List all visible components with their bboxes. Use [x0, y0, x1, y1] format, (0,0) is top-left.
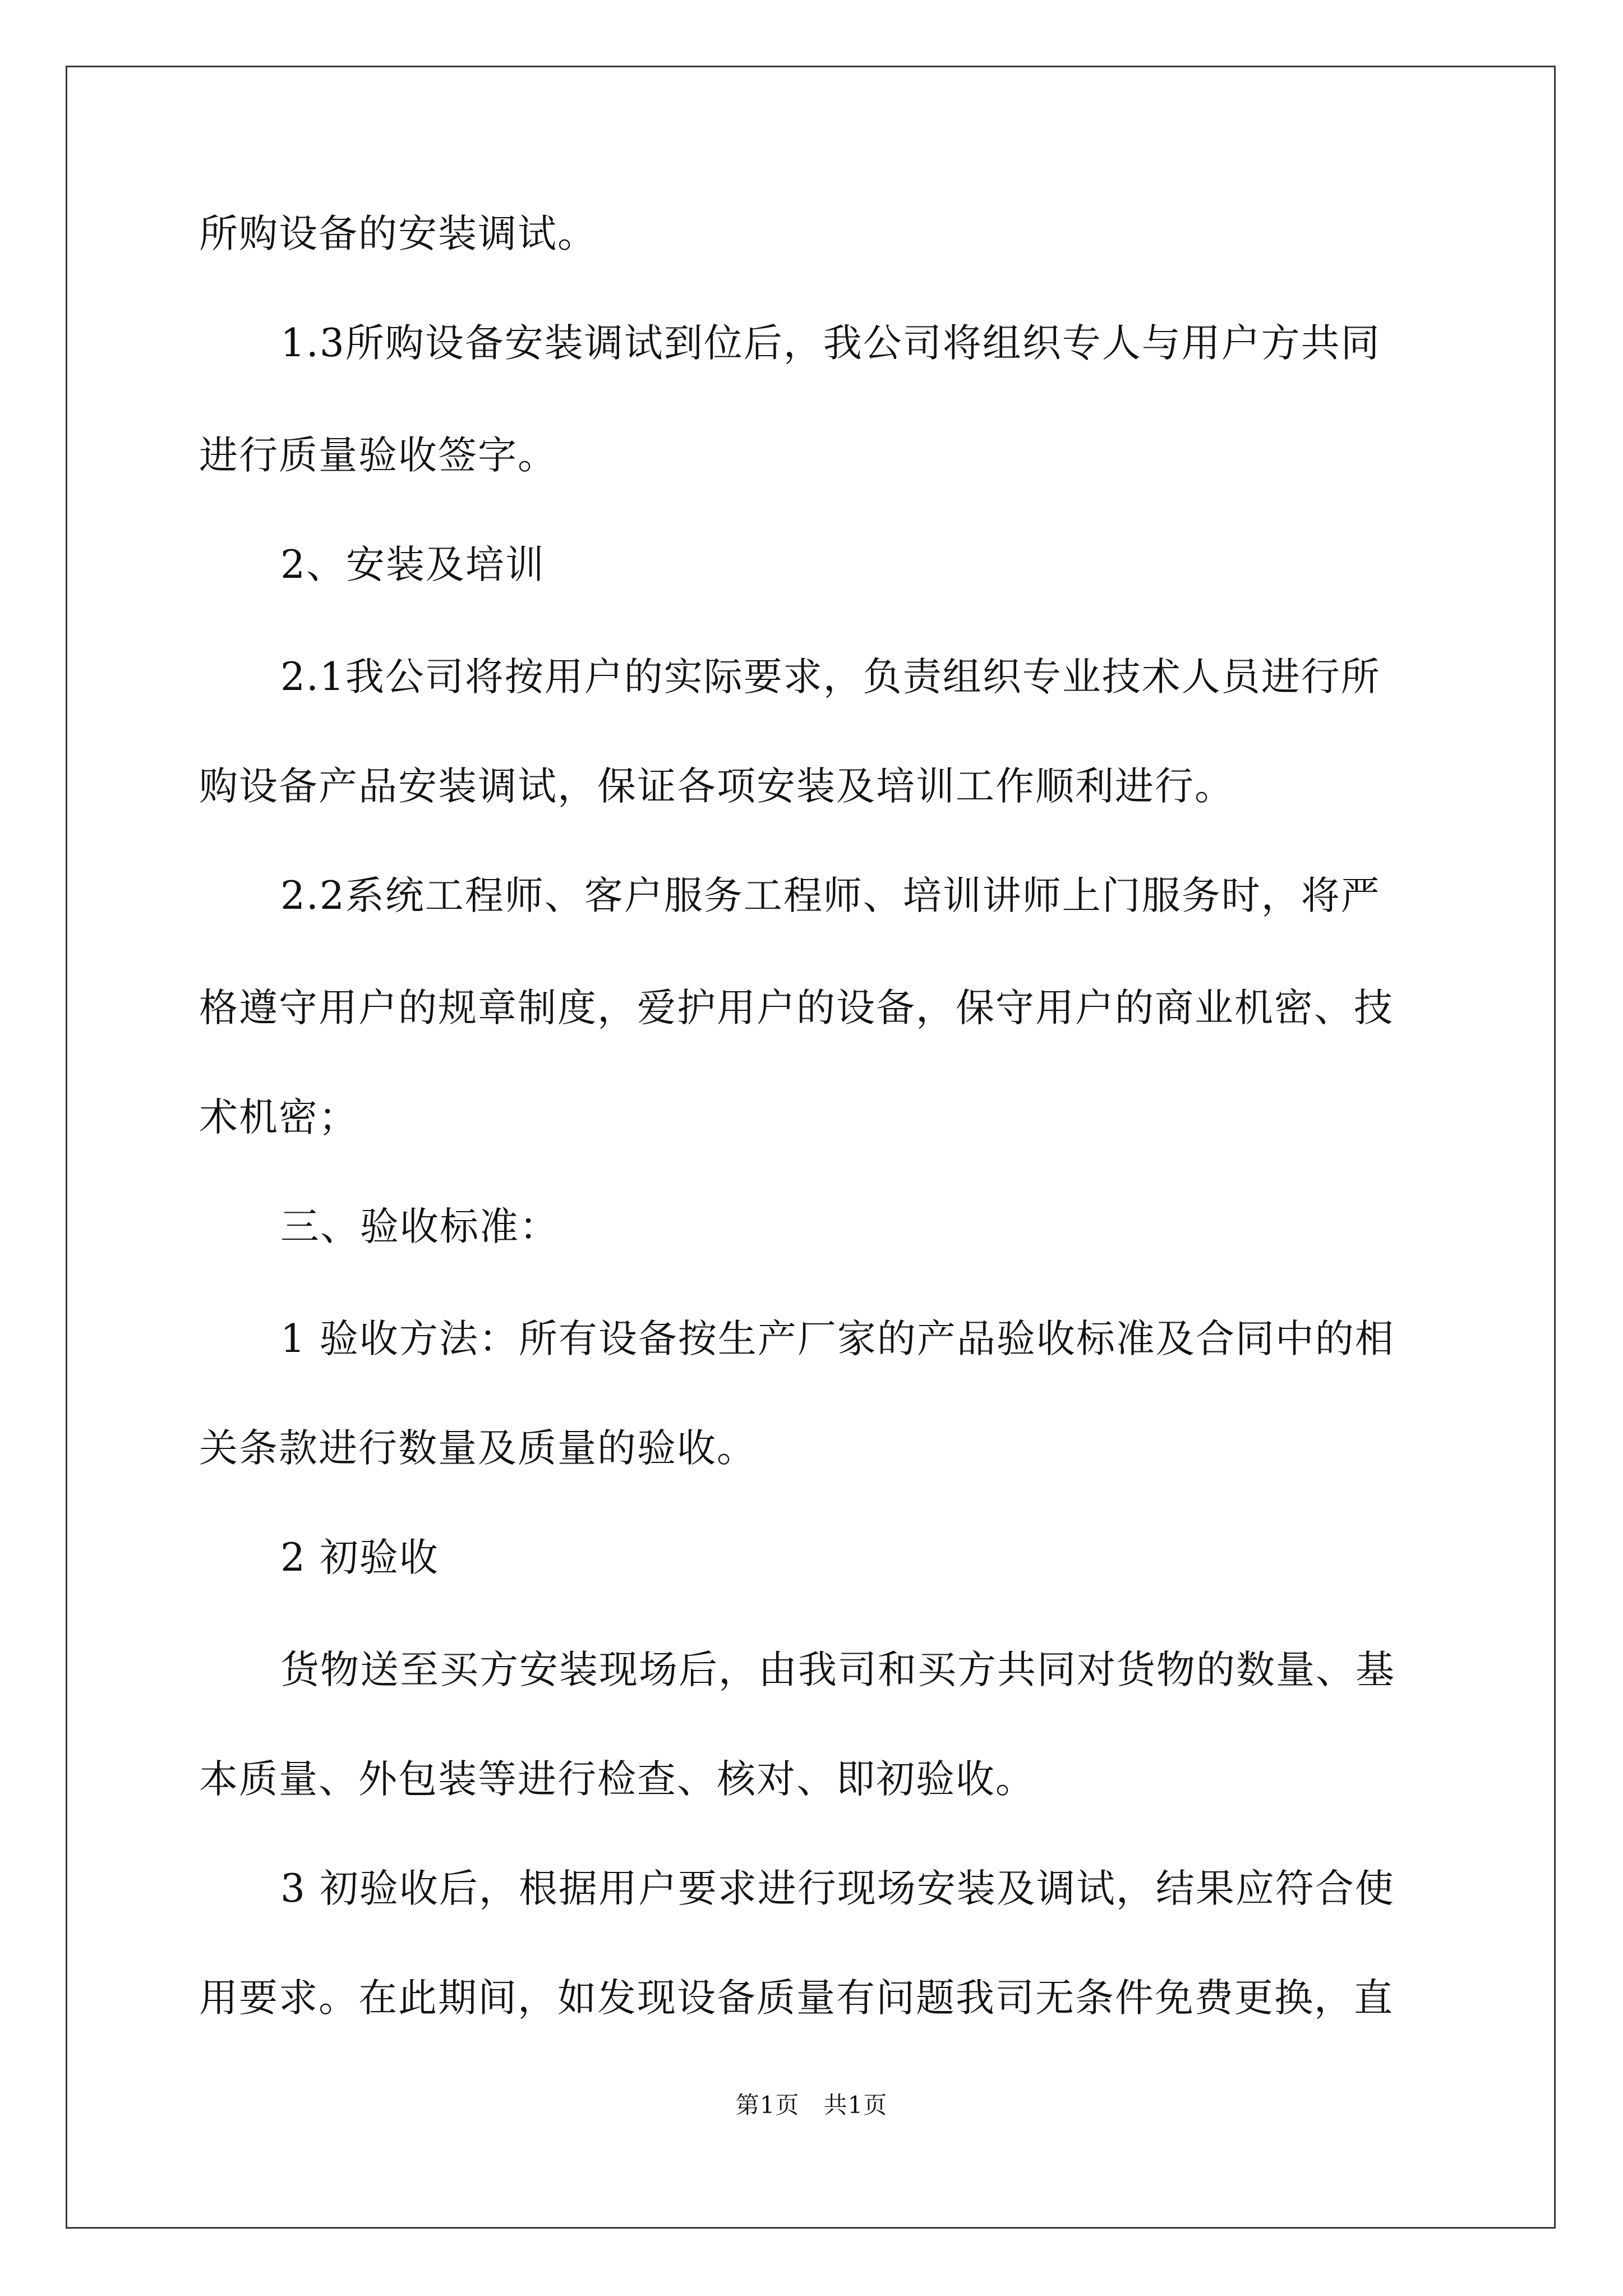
text-line: 术机密；: [199, 1095, 358, 1140]
text-line: 2.2系统工程师、客户服务工程师、培训讲师上门服务时，将严: [280, 873, 1381, 918]
text-line: 2.1我公司将按用户的实际要求，负责组织专业技术人员进行所: [280, 655, 1381, 700]
section-heading: 2、安装及培训: [280, 542, 545, 587]
text-line: 格遵守用户的规章制度，爱护用户的设备，保守用户的商业机密、技: [199, 986, 1394, 1030]
page-footer: 第1页 共1页: [735, 2091, 888, 2119]
section-heading: 三、验收标准：: [280, 1204, 559, 1249]
text-line: 本质量、外包装等进行检查、核对、即初验收。: [199, 1757, 1035, 1802]
subheading: 2 初验收: [280, 1535, 439, 1580]
text-line: 购设备产品安装调试，保证各项安装及培训工作顺利进行。: [199, 764, 1234, 809]
text-line: 1 验收方法：所有设备按生产厂家的产品验收标准及合同中的相: [280, 1317, 1395, 1361]
text-line: 关条款进行数量及质量的验收。: [199, 1426, 757, 1471]
text-line: 进行质量验收签字。: [199, 433, 557, 478]
text-line: 3 初验收后，根据用户要求进行现场安装及调试，结果应符合使: [280, 1866, 1395, 1911]
text-line: 货物送至买方安装现场后，由我司和买方共同对货物的数量、基: [280, 1648, 1395, 1692]
text-line: 1.3所购设备安装调试到位后，我公司将组织专人与用户方共同: [280, 321, 1381, 366]
text-line: 用要求。在此期间，如发现设备质量有问题我司无条件免费更换，直: [199, 1976, 1394, 2021]
text-line: 所购设备的安装调试。: [199, 211, 597, 256]
